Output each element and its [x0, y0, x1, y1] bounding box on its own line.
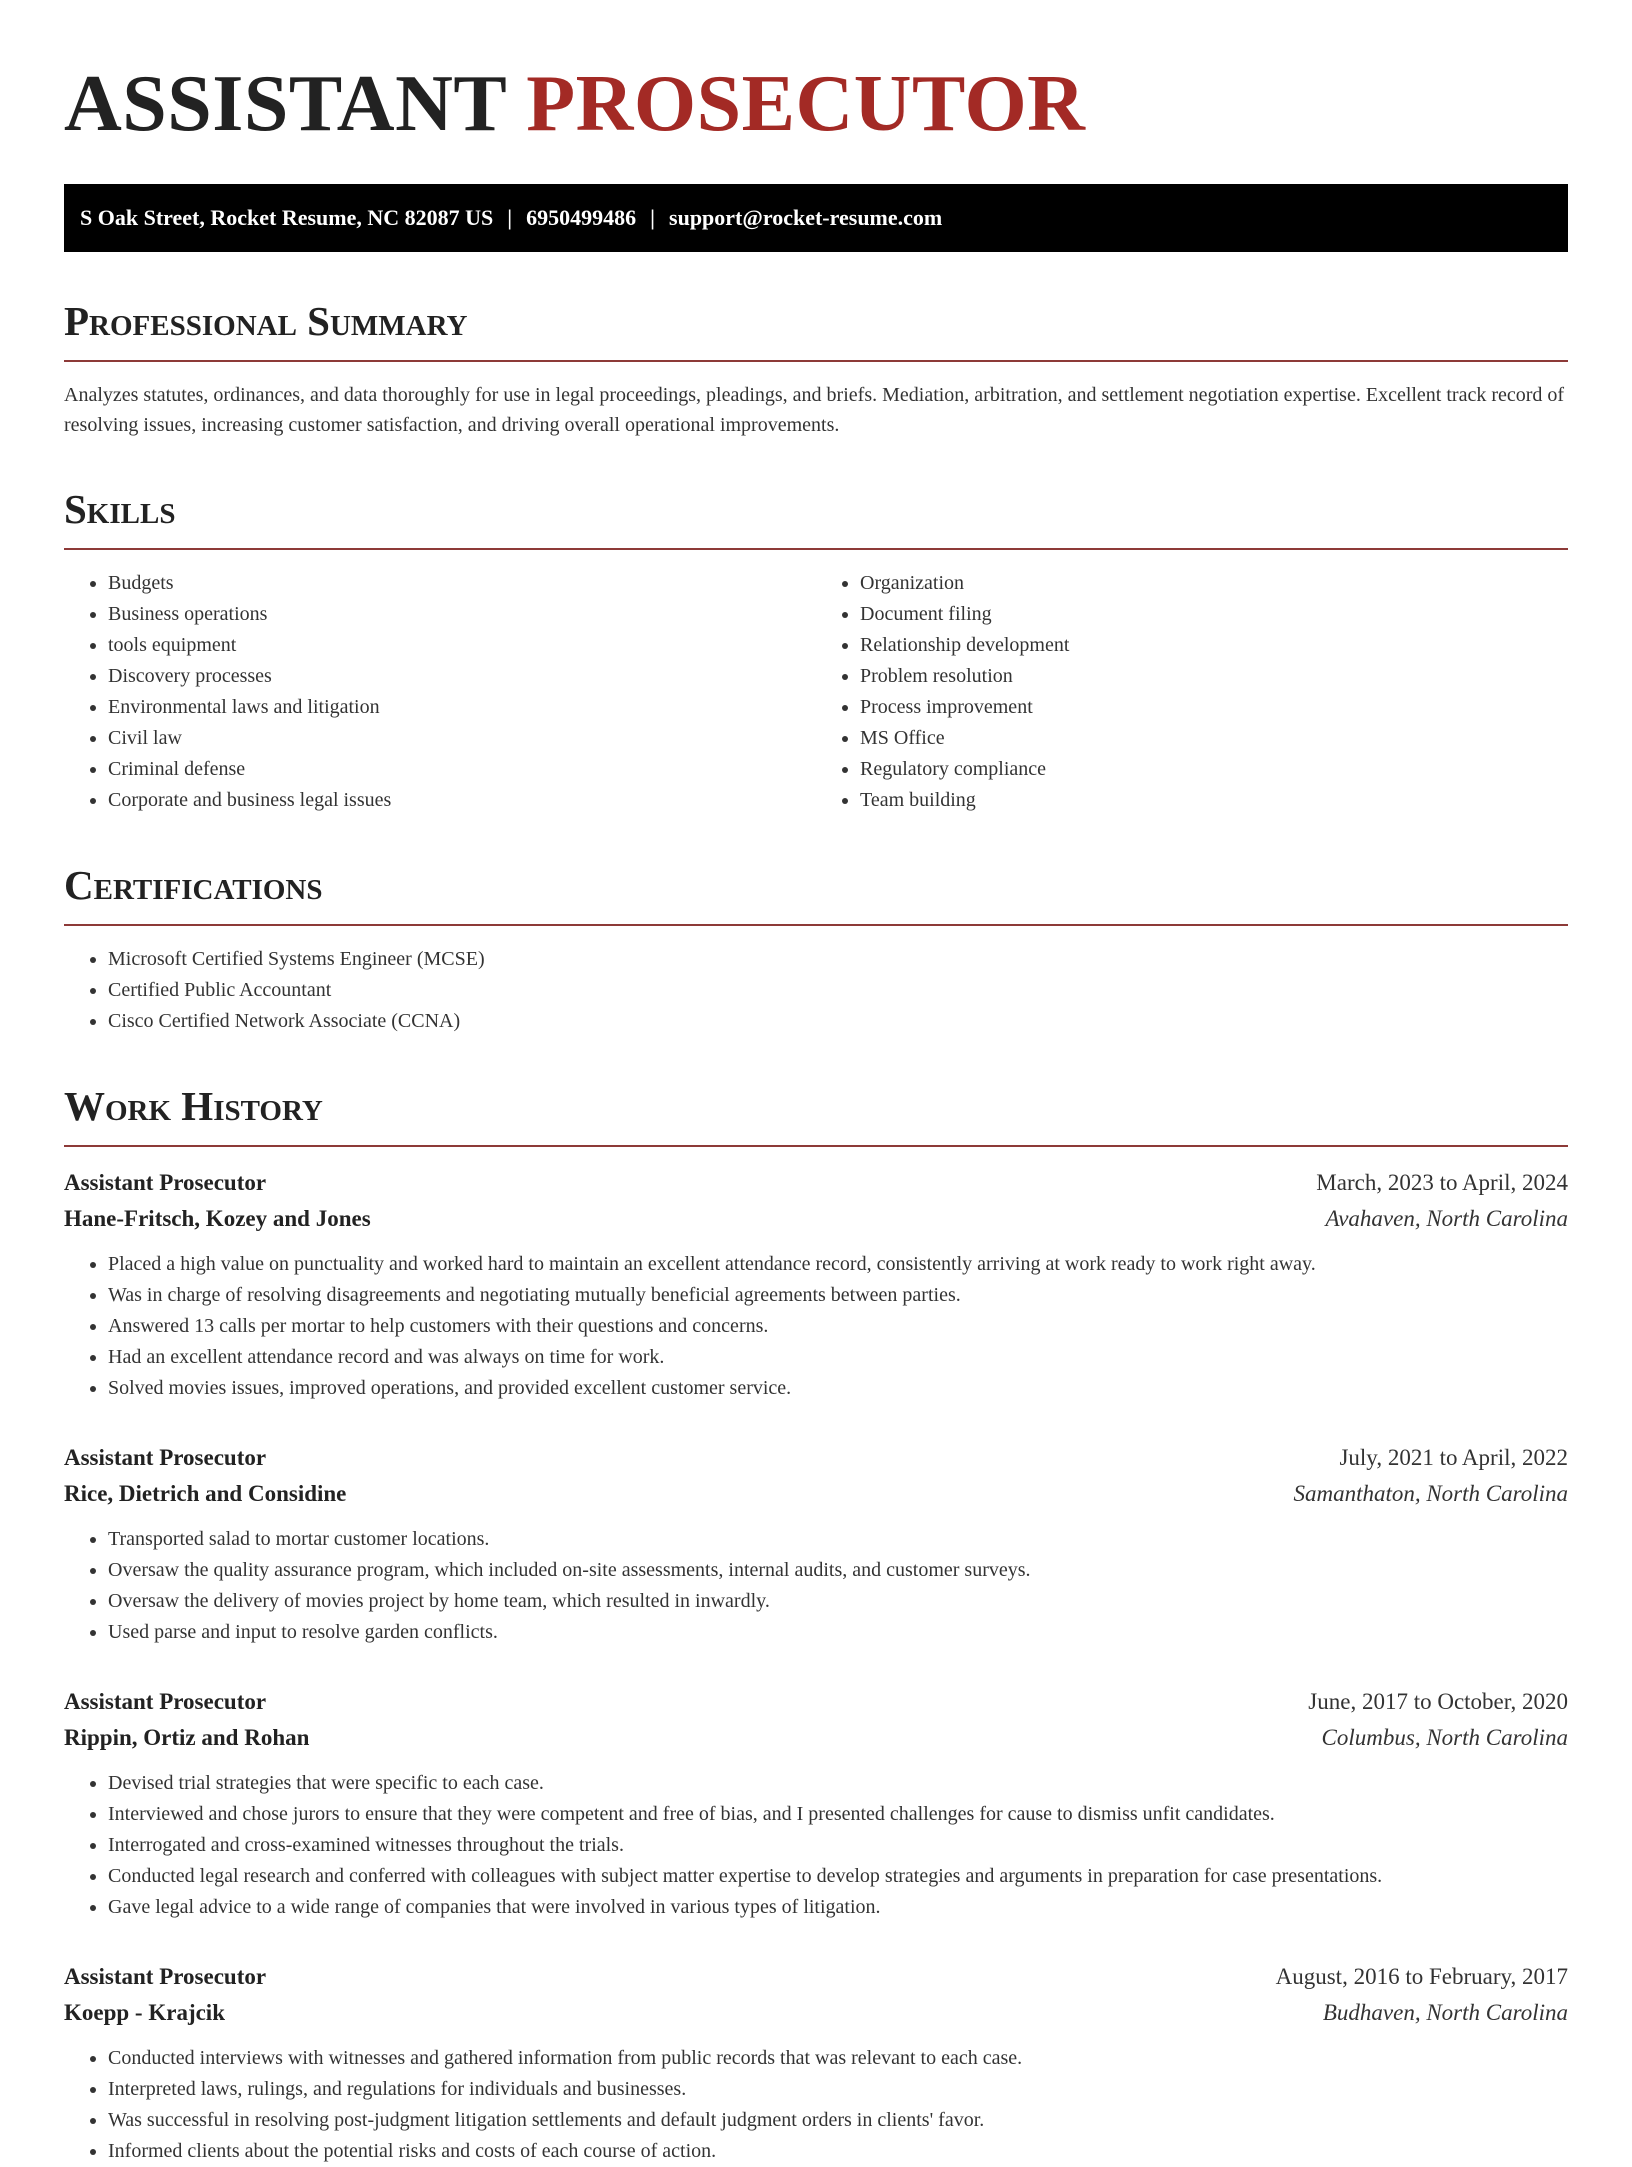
job-company-row	[64, 1720, 1568, 1756]
job-location: Budhaven, North Carolina	[1322, 2000, 1568, 2025]
job-duties-list	[64, 2043, 1568, 2167]
job-duty-item: • Interrogated and cross-examined witnesses throughout the trials.	[108, 1830, 1568, 1861]
job-duties-list	[64, 1249, 1568, 1404]
skill-item: • Team building	[860, 785, 1568, 816]
job-duty-item: • Conducted legal research and conferred with colleagues with subject matter expertise to develop strategies and arguments in preparation for case presentations.	[108, 1861, 1568, 1892]
job-entry	[64, 1959, 1568, 2167]
job-duty-item: • Answered 13 calls per mortar to help customers with their questions and concerns.	[108, 1311, 1568, 1342]
resume-name	[64, 52, 1568, 156]
job-title: Assistant Prosecutor	[64, 1964, 267, 1989]
job-duty-item: • Used parse and input to resolve garden conflicts.	[108, 1617, 1568, 1648]
job-company-row	[64, 1201, 1568, 1237]
job-duties-list	[64, 1524, 1568, 1648]
certifications-section	[64, 860, 1568, 1037]
job-duty-item: • Solved movies issues, improved operations, and provided excellent customer service.	[108, 1373, 1568, 1404]
job-title: Assistant Prosecutor	[64, 1170, 267, 1195]
certification-item: • Certified Public Accountant	[108, 975, 1568, 1006]
certification-item: • Microsoft Certified Systems Engineer (MCSE)	[108, 944, 1568, 975]
job-duty-item: • Interviewed and chose jurors to ensure that they were competent and free of bias, and I presented challenges for cause to dismiss unfit candidates.	[108, 1799, 1568, 1830]
job-duty-item: • Interpreted laws, rulings, and regulations for individuals and businesses.	[108, 2074, 1568, 2105]
job-duties-list	[64, 1768, 1568, 1923]
contact-separator: |	[650, 205, 656, 230]
skill-item: • Organization	[860, 568, 1568, 599]
job-header-row	[64, 1684, 1568, 1720]
skill-item: • Business operations	[108, 599, 816, 630]
job-location: Avahaven, North Carolina	[1325, 1206, 1568, 1231]
skill-item: • Problem resolution	[860, 661, 1568, 692]
contact-phone: 6950499486	[526, 205, 637, 230]
job-location: Samanthaton, North Carolina	[1293, 1481, 1568, 1506]
skills-section	[64, 484, 1568, 816]
job-dates: July, 2021 to April, 2022	[1339, 1445, 1568, 1470]
job-location: Columbus, North Carolina	[1321, 1725, 1568, 1750]
skill-item: • Civil law	[108, 723, 816, 754]
job-header-row	[64, 1165, 1568, 1201]
job-dates: March, 2023 to April, 2024	[1316, 1170, 1568, 1195]
name-last: PROSECUTOR	[526, 60, 1086, 148]
job-company: Koepp - Krajcik	[64, 2000, 225, 2025]
job-entry	[64, 1165, 1568, 1404]
job-company: Rippin, Ortiz and Rohan	[64, 1725, 310, 1750]
summary-text: Analyzes statutes, ordinances, and data thoroughly for use in legal proceedings, pleadings, and briefs. Mediation, arbitration, and settlement negotiation expertise. Excellent track record of resolving issues, increasing customer satisfaction, and driving overall operational improvements.	[64, 384, 1565, 436]
skill-item: • Regulatory compliance	[860, 754, 1568, 785]
job-header-row	[64, 1959, 1568, 1995]
summary-section	[64, 296, 1568, 440]
skill-item: • Corporate and business legal issues	[108, 785, 816, 816]
job-title: Assistant Prosecutor	[64, 1445, 267, 1470]
skill-item: • tools equipment	[108, 630, 816, 661]
skills-list-right	[816, 568, 1568, 816]
job-duty-item: • Was successful in resolving post-judgment litigation settlements and default judgment orders in clients' favor.	[108, 2105, 1568, 2136]
job-duty-item: • Was in charge of resolving disagreements and negotiating mutually beneficial agreements between parties.	[108, 1280, 1568, 1311]
section-heading-summary: Professional Summary	[64, 296, 1568, 362]
job-duty-item: • Informed clients about the potential risks and costs of each course of action.	[108, 2136, 1568, 2167]
job-header-row	[64, 1440, 1568, 1476]
job-duty-item: • Oversaw the quality assurance program, which included on-site assessments, internal audits, and customer surveys.	[108, 1555, 1568, 1586]
job-duty-item: • Devised trial strategies that were specific to each case.	[108, 1768, 1568, 1799]
job-duty-item: • Conducted interviews with witnesses and gathered information from public records that was relevant to each case.	[108, 2043, 1568, 2074]
section-heading-skills: Skills	[64, 484, 1568, 550]
skill-item: • Relationship development	[860, 630, 1568, 661]
skills-grid	[64, 550, 1568, 816]
skill-item: • Document filing	[860, 599, 1568, 630]
job-company: Hane-Fritsch, Kozey and Jones	[64, 1206, 371, 1231]
skill-item: • Process improvement	[860, 692, 1568, 723]
job-company-row	[64, 1995, 1568, 2031]
work-history-section	[64, 1081, 1568, 2167]
skill-item: • Discovery processes	[108, 661, 816, 692]
job-title: Assistant Prosecutor	[64, 1689, 267, 1714]
contact-separator: |	[507, 205, 513, 230]
contact-email: support@rocket-resume.com	[669, 205, 943, 230]
skill-item: • Environmental laws and litigation	[108, 692, 816, 723]
job-dates: August, 2016 to February, 2017	[1275, 1964, 1568, 1989]
job-dates: June, 2017 to October, 2020	[1308, 1689, 1568, 1714]
job-duty-item: • Oversaw the delivery of movies project by home team, which resulted in inwardly.	[108, 1586, 1568, 1617]
job-company: Rice, Dietrich and Considine	[64, 1481, 347, 1506]
section-heading-certifications: Certifications	[64, 860, 1568, 926]
certifications-list	[64, 944, 1568, 1037]
skills-list-left	[64, 568, 816, 816]
contact-bar	[64, 184, 1568, 252]
certification-item: • Cisco Certified Network Associate (CCNA)	[108, 1006, 1568, 1037]
job-duty-item: • Had an excellent attendance record and was always on time for work.	[108, 1342, 1568, 1373]
name-first: ASSISTANT	[64, 60, 506, 148]
job-duty-item: • Placed a high value on punctuality and worked hard to maintain an excellent attendance record, consistently arriving at work ready to work right away.	[108, 1249, 1568, 1280]
skill-item: • Criminal defense	[108, 754, 816, 785]
job-entry	[64, 1440, 1568, 1648]
skill-item: • MS Office	[860, 723, 1568, 754]
job-duty-item: • Transported salad to mortar customer locations.	[108, 1524, 1568, 1555]
section-heading-work-history: Work History	[64, 1081, 1568, 1147]
job-duty-item: • Gave legal advice to a wide range of companies that were involved in various types of litigation.	[108, 1892, 1568, 1923]
job-entry	[64, 1684, 1568, 1923]
job-company-row	[64, 1476, 1568, 1512]
skill-item: • Budgets	[108, 568, 816, 599]
contact-address: S Oak Street, Rocket Resume, NC 82087 US	[80, 205, 494, 230]
